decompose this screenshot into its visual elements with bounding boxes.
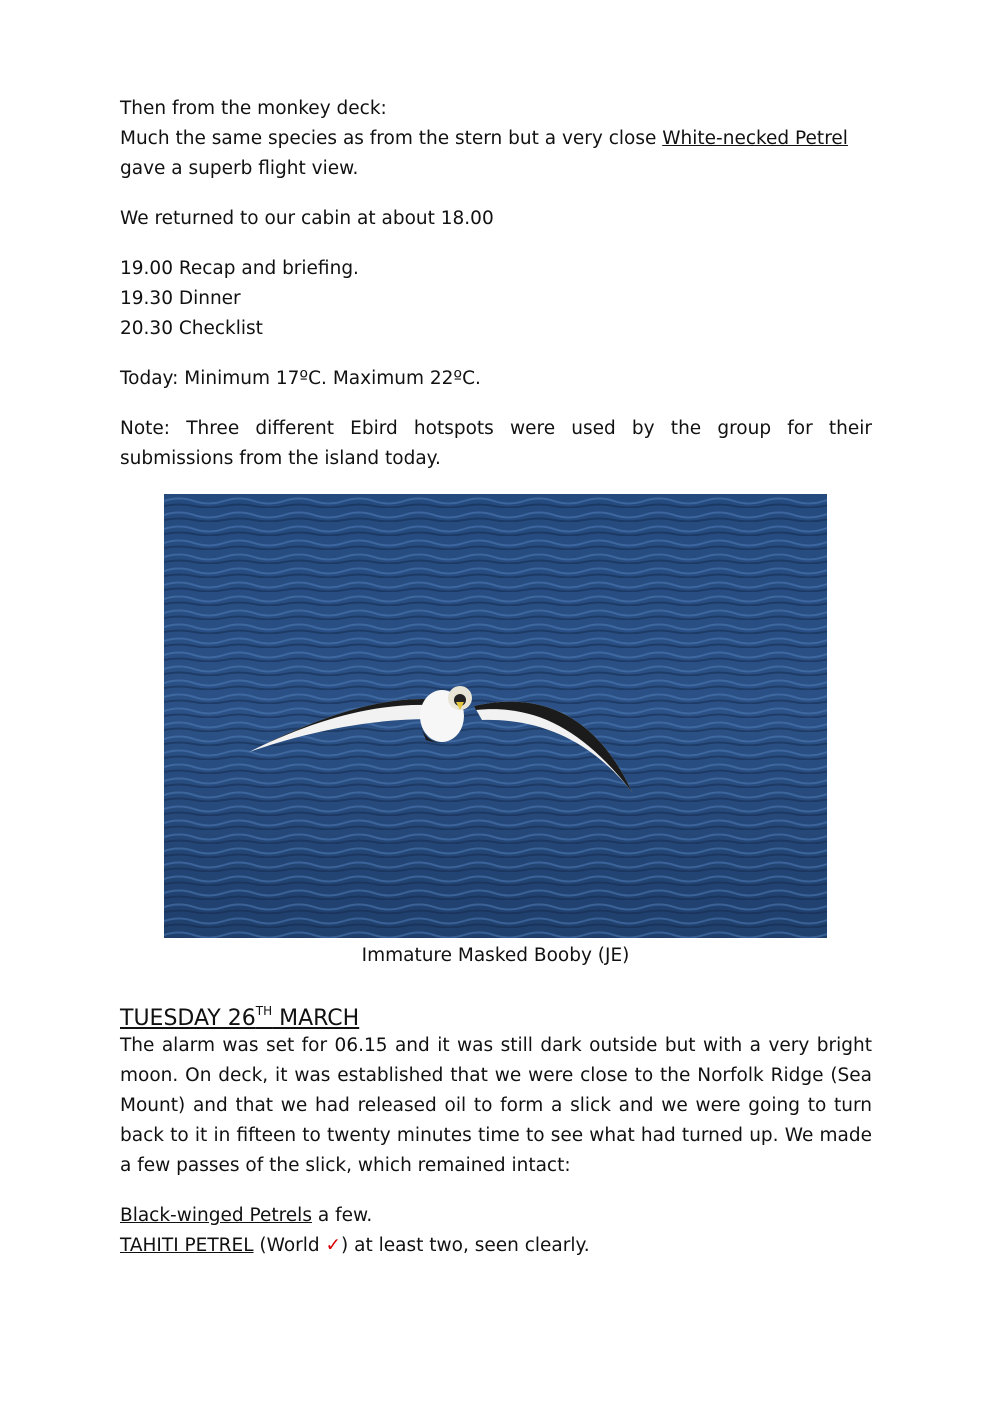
sighting-item bbox=[120, 1231, 872, 1261]
line-species bbox=[120, 124, 872, 154]
paragraph-note: Note: Three different Ebird hotspots were used by the group for their submissions from the island today. bbox=[120, 418, 872, 469]
sighting-item bbox=[120, 1201, 872, 1231]
species-white-necked-petrel: White-necked Petrel bbox=[662, 128, 848, 149]
paragraph-monkey-deck bbox=[120, 94, 872, 184]
sighting-text: a few. bbox=[311, 1205, 373, 1226]
photo-caption: Immature Masked Booby (JE) bbox=[361, 945, 630, 966]
schedule-item: 20.30 Checklist bbox=[120, 318, 263, 339]
line-text: Much the same species as from the stern but a very close bbox=[120, 128, 663, 149]
heading-text-rest: MARCH bbox=[272, 1006, 360, 1031]
schedule-item: 19.30 Dinner bbox=[120, 288, 241, 309]
schedule-item: 19.00 Recap and briefing. bbox=[120, 258, 359, 279]
line-monkey-deck: Then from the monkey deck: bbox=[120, 98, 387, 119]
sightings-list bbox=[120, 1201, 872, 1261]
species-tahiti-petrel: TAHITI PETREL bbox=[120, 1235, 254, 1256]
schedule-list bbox=[120, 254, 872, 344]
sighting-text-rest: ) at least two, seen clearly. bbox=[341, 1235, 590, 1256]
booby-image bbox=[164, 494, 827, 938]
sighting-text: (World bbox=[253, 1235, 326, 1256]
heading-superscript: TH bbox=[255, 1004, 273, 1018]
line-flight-view: gave a superb flight view. bbox=[120, 158, 359, 179]
paragraph-cabin: We returned to our cabin at about 18.00 bbox=[120, 208, 494, 229]
heading-text: TUESDAY 26 bbox=[120, 1006, 256, 1031]
check-icon: ✓ bbox=[325, 1235, 342, 1256]
paragraph-day: The alarm was set for 06.15 and it was still dark outside but with a very bright moon. On deck, it was established that we were close to the Norfolk Ridge (Sea Mount) and that we had released oil to form a slick and we were going to turn back to it in fifteen to twenty minutes time to see what had turned up. We made a few passes of the slick, which remained intact: bbox=[120, 1035, 872, 1176]
species-black-winged-petrels: Black-winged Petrels bbox=[120, 1205, 312, 1226]
day-heading bbox=[120, 996, 359, 1034]
bird-photo bbox=[164, 494, 827, 938]
paragraph-temperatures: Today: Minimum 17ºC. Maximum 22ºC. bbox=[120, 368, 481, 389]
